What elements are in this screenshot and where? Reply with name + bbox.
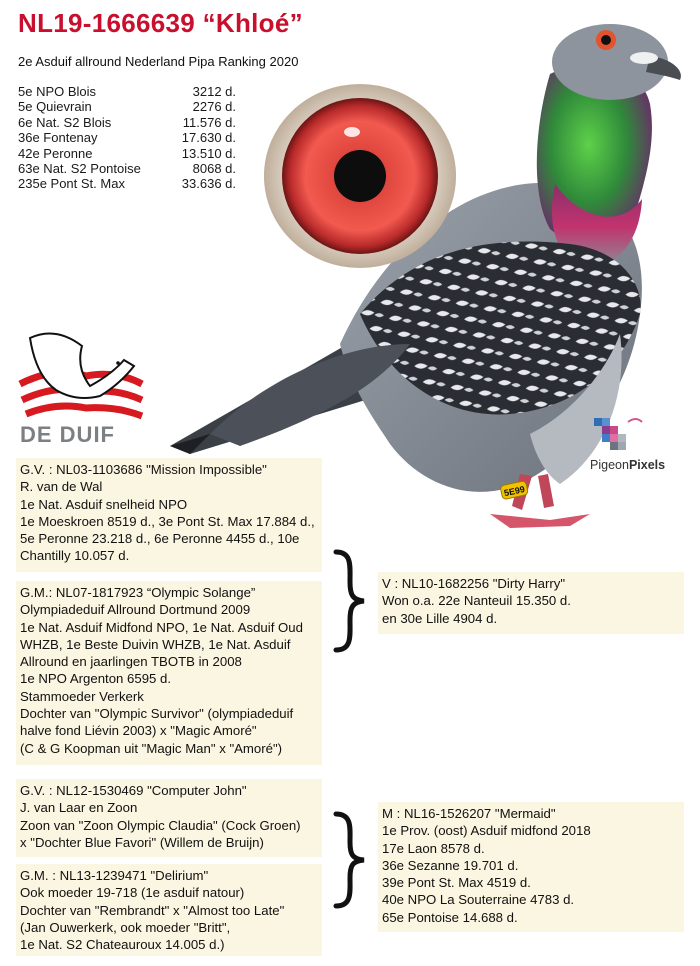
pedigree-line: (Jan Ouwerkerk, ook moeder "Britt", [20, 919, 231, 935]
pedigree-line: Dochter van "Rembrandt" x "Almost too Late" [20, 902, 285, 918]
pedigree-line: M : NL16-1526207 "Mermaid" [382, 806, 556, 821]
pedigree-line: 1e Moeskroen 8519 d., 3e Pont St. Max 17.884 d., [20, 513, 315, 529]
pixel-pigeon-icon [584, 412, 644, 458]
pedigree-line: Zoon van "Zoon Olympic Claudia" (Cock Groen) [20, 817, 301, 833]
pedigree-grandfather-dam [16, 779, 322, 857]
pedigree-line: G.V. : NL03-1103686 "Mission Impossible" [20, 462, 267, 477]
pedigree-line: 5e Peronne 23.218 d., 6e Peronne 4455 d., 10e [20, 531, 300, 547]
pigeon-title: NL19-1666639 “Khloé” [18, 8, 303, 38]
leg-ring-text: 5E99 [503, 484, 526, 499]
result-birds: 8068 d. [192, 161, 236, 177]
pedigree-grandmother-sire [16, 581, 322, 765]
result-birds: 17.630 d. [181, 130, 236, 146]
result-place: 42e Peronne [18, 145, 93, 161]
result-place: 5e Quievrain [18, 99, 92, 115]
pedigree-line: 39e Pont St. Max 4519 d. [382, 875, 531, 891]
pedigree-line: 1e Nat. S2 Chateauroux 14.005 d.) [20, 937, 225, 953]
pedigree-line: Olympiadeduif Allround Dortmund 2009 [20, 602, 251, 618]
pedigree-line: Ook moeder 19-718 (1e asduif natour) [20, 885, 245, 901]
result-birds: 13.510 d. [181, 145, 236, 161]
pedigree-dam [378, 802, 684, 932]
pedigree-line: G.M.: NL07-1817923 “Olympic Solange” [20, 585, 256, 600]
pedigree-line: WHZB, 1e Beste Duivin WHZB, 1e Nat. Asduif [20, 636, 291, 652]
result-birds: 11.576 d. [182, 114, 236, 130]
pedigree-line: 65e Pontoise 14.688 d. [382, 909, 518, 925]
pedigree-line: halve fond Liévin 2003) x "Magic Amoré" [20, 723, 257, 739]
pedigree-sire [378, 572, 684, 634]
pedigree-line: 36e Sezanne 19.701 d. [382, 857, 519, 873]
pedigree-line: Allround en jaarlingen TBOTB in 2008 [20, 654, 242, 670]
result-place: 36e Fontenay [18, 130, 98, 146]
result-birds: 3212 d. [192, 84, 236, 99]
pigeonpixels-logo [584, 412, 684, 482]
pedigree-line: 1e NPO Argenton 6595 d. [20, 671, 172, 687]
pedigree-line: 1e Nat. Asduif Midfond NPO, 1e Nat. Asduif Oud [20, 619, 303, 635]
result-place: 6e Nat. S2 Blois [18, 114, 112, 130]
pedigree-line: Stammoeder Verkerk [20, 688, 144, 704]
sire-brace-icon [330, 548, 370, 654]
dam-brace-icon [330, 810, 370, 910]
pedigree-line: R. van de Wal [20, 479, 103, 495]
pedigree-line: (C & G Koopman uit "Magic Man" x "Amoré") [20, 740, 283, 756]
pigeonpixels-wordmark [590, 458, 665, 472]
pedigree-line: en 30e Lille 4904 d. [382, 610, 498, 626]
pedigree-line: Won o.a. 22e Nanteuil 15.350 d. [382, 593, 571, 609]
result-place: 235e Pont St. Max [18, 176, 125, 192]
de-duif-logo [16, 326, 146, 448]
pedigree-line: Dochter van "Olympic Survivor" (olympiadeduif [20, 706, 294, 722]
pedigree-line: J. van Laar en Zoon [20, 800, 138, 816]
pedigree-line: Chantilly 10.057 d. [20, 548, 130, 564]
pedigree-line: V : NL10-1682256 "Dirty Harry" [382, 576, 566, 591]
pedigree-line: 17e Laon 8578 d. [382, 840, 485, 856]
eye-closeup [262, 82, 458, 270]
result-place: 63e Nat. S2 Pontoise [18, 161, 141, 177]
pedigree-line: 40e NPO La Souterraine 4783 d. [382, 892, 575, 908]
pedigree-line: G.V. : NL12-1530469 "Computer John" [20, 783, 247, 798]
pedigree-line: 1e Prov. (oost) Asduif midfond 2018 [382, 823, 591, 839]
pedigree-line: G.M. : NL13-1239471 "Delirium" [20, 868, 209, 883]
dove-icon [16, 326, 146, 422]
result-place: 5e NPO Blois [18, 84, 97, 99]
pedigree-grandmother-dam [16, 864, 322, 956]
pedigree-line: x "Dochter Blue Favori" (Willem de Bruijn) [20, 834, 264, 850]
wordmark-part-pigeon: Pigeon [590, 458, 629, 472]
wordmark-part-pixels: Pixels [628, 458, 666, 472]
pedigree-grandfather-sire [16, 458, 322, 572]
ranking-subtitle: 2e Asduif allround Nederland Pipa Ranking 2020 [18, 54, 299, 69]
pedigree-line: 1e Nat. Asduif snelheid NPO [20, 496, 188, 512]
result-birds: 2276 d. [192, 99, 236, 115]
de-duif-wordmark: DE DUIF [20, 422, 115, 447]
result-birds: 33.636 d. [181, 176, 236, 192]
